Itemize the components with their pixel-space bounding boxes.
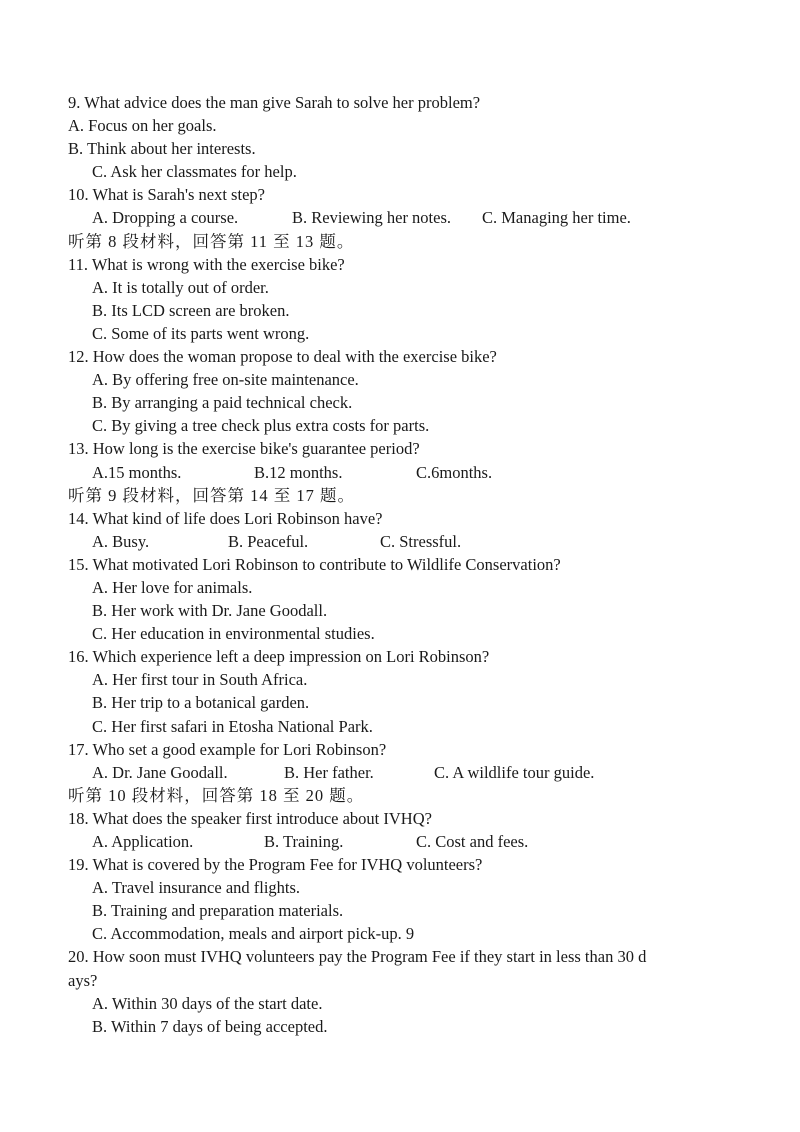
q16-option-b: B. Her trip to a botanical garden.: [92, 693, 310, 713]
question-10: 10. What is Sarah's next step?: [68, 185, 265, 205]
q10-option-b: B. Reviewing her notes.: [292, 208, 452, 228]
q10-options: [68, 206, 768, 229]
section-heading-9: 听第 9 段材料，回答第 14 至 17 题。: [68, 485, 355, 505]
question-18: 18. What does the speaker first introduce about IVHQ?: [68, 808, 432, 828]
question-16: 16. Which experience left a deep impression on Lori Robinson?: [68, 647, 490, 667]
question-19: 19. What is covered by the Program Fee for IVHQ volunteers?: [68, 855, 483, 875]
question-list: [68, 91, 768, 1038]
q9-option-b: B. Think about her interests.: [68, 139, 256, 159]
q17-option-c: C. A wildlife tour guide.: [434, 762, 595, 782]
q14-option-b: B. Peaceful.: [228, 531, 309, 551]
q20-option-a: A. Within 30 days of the start date.: [92, 993, 323, 1013]
question-9: 9. What advice does the man give Sarah to solve her problem?: [68, 93, 481, 112]
question-11: 11. What is wrong with the exercise bike?: [68, 254, 345, 274]
q13-option-a: A.15 months.: [92, 462, 182, 482]
q18-option-b: B. Training.: [264, 832, 344, 851]
q14-option-c: C. Stressful.: [380, 531, 462, 551]
q18-option-c: C. Cost and fees.: [416, 832, 529, 851]
q15-option-c: C. Her education in environmental studies.: [92, 624, 375, 644]
q10-option-a: A. Dropping a course.: [92, 208, 239, 228]
q10-option-c: C. Managing her time.: [482, 208, 631, 228]
section-heading-10: 听第 10 段材料，回答第 18 至 20 题。: [68, 785, 365, 805]
q14-option-a: A. Busy.: [92, 531, 150, 551]
q12-option-a: A. By offering free on-site maintenance.: [92, 370, 359, 390]
q16-option-c: C. Her first safari in Etosha National Park.: [92, 716, 373, 736]
q20-option-b: B. Within 7 days of being accepted.: [92, 1016, 328, 1036]
question-14: 14. What kind of life does Lori Robinson have?: [68, 508, 383, 528]
q9-option-c: C. Ask her classmates for help.: [92, 162, 297, 182]
question-17: 17. Who set a good example for Lori Robinson?: [68, 739, 387, 759]
question-12: 12. How does the woman propose to deal with the exercise bike?: [68, 347, 497, 367]
question-20: 20. How soon must IVHQ volunteers pay the Program Fee if they start in less than 30 d: [68, 947, 647, 967]
question-13: 13. How long is the exercise bike's guarantee period?: [68, 439, 420, 459]
question-15: 15. What motivated Lori Robinson to contribute to Wildlife Conservation?: [68, 554, 561, 574]
q19-option-c: C. Accommodation, meals and airport pick-up. 9: [92, 924, 415, 944]
q12-option-c: C. By giving a tree check plus extra costs for parts.: [92, 416, 430, 436]
q13-option-c: C.6months.: [416, 462, 493, 482]
q14-options: [68, 530, 768, 553]
q17-option-a: A. Dr. Jane Goodall.: [92, 762, 228, 782]
q19-option-a: A. Travel insurance and flights.: [92, 878, 301, 898]
q16-option-a: A. Her first tour in South Africa.: [92, 670, 308, 690]
section-heading-8: 听第 8 段材料，回答第 11 至 13 题。: [68, 231, 355, 251]
q11-option-c: C. Some of its parts went wrong.: [92, 323, 310, 343]
q15-option-a: A. Her love for animals.: [92, 577, 253, 597]
q15-option-b: B. Her work with Dr. Jane Goodall.: [92, 601, 328, 621]
q17-option-b: B. Her father.: [284, 762, 374, 782]
q17-options: [68, 761, 768, 784]
q11-option-b: B. Its LCD screen are broken.: [92, 300, 290, 320]
q13-options: [68, 461, 768, 484]
q11-option-a: A. It is totally out of order.: [92, 277, 269, 297]
q13-option-b: B.12 months.: [254, 462, 343, 482]
q19-option-b: B. Training and preparation materials.: [92, 901, 344, 921]
q12-option-b: B. By arranging a paid technical check.: [92, 393, 353, 413]
q9-option-a: A. Focus on her goals.: [68, 116, 217, 136]
question-20-continued: ays?: [68, 970, 98, 990]
q18-options: [68, 830, 768, 853]
q18-option-a: A. Application.: [92, 832, 194, 851]
